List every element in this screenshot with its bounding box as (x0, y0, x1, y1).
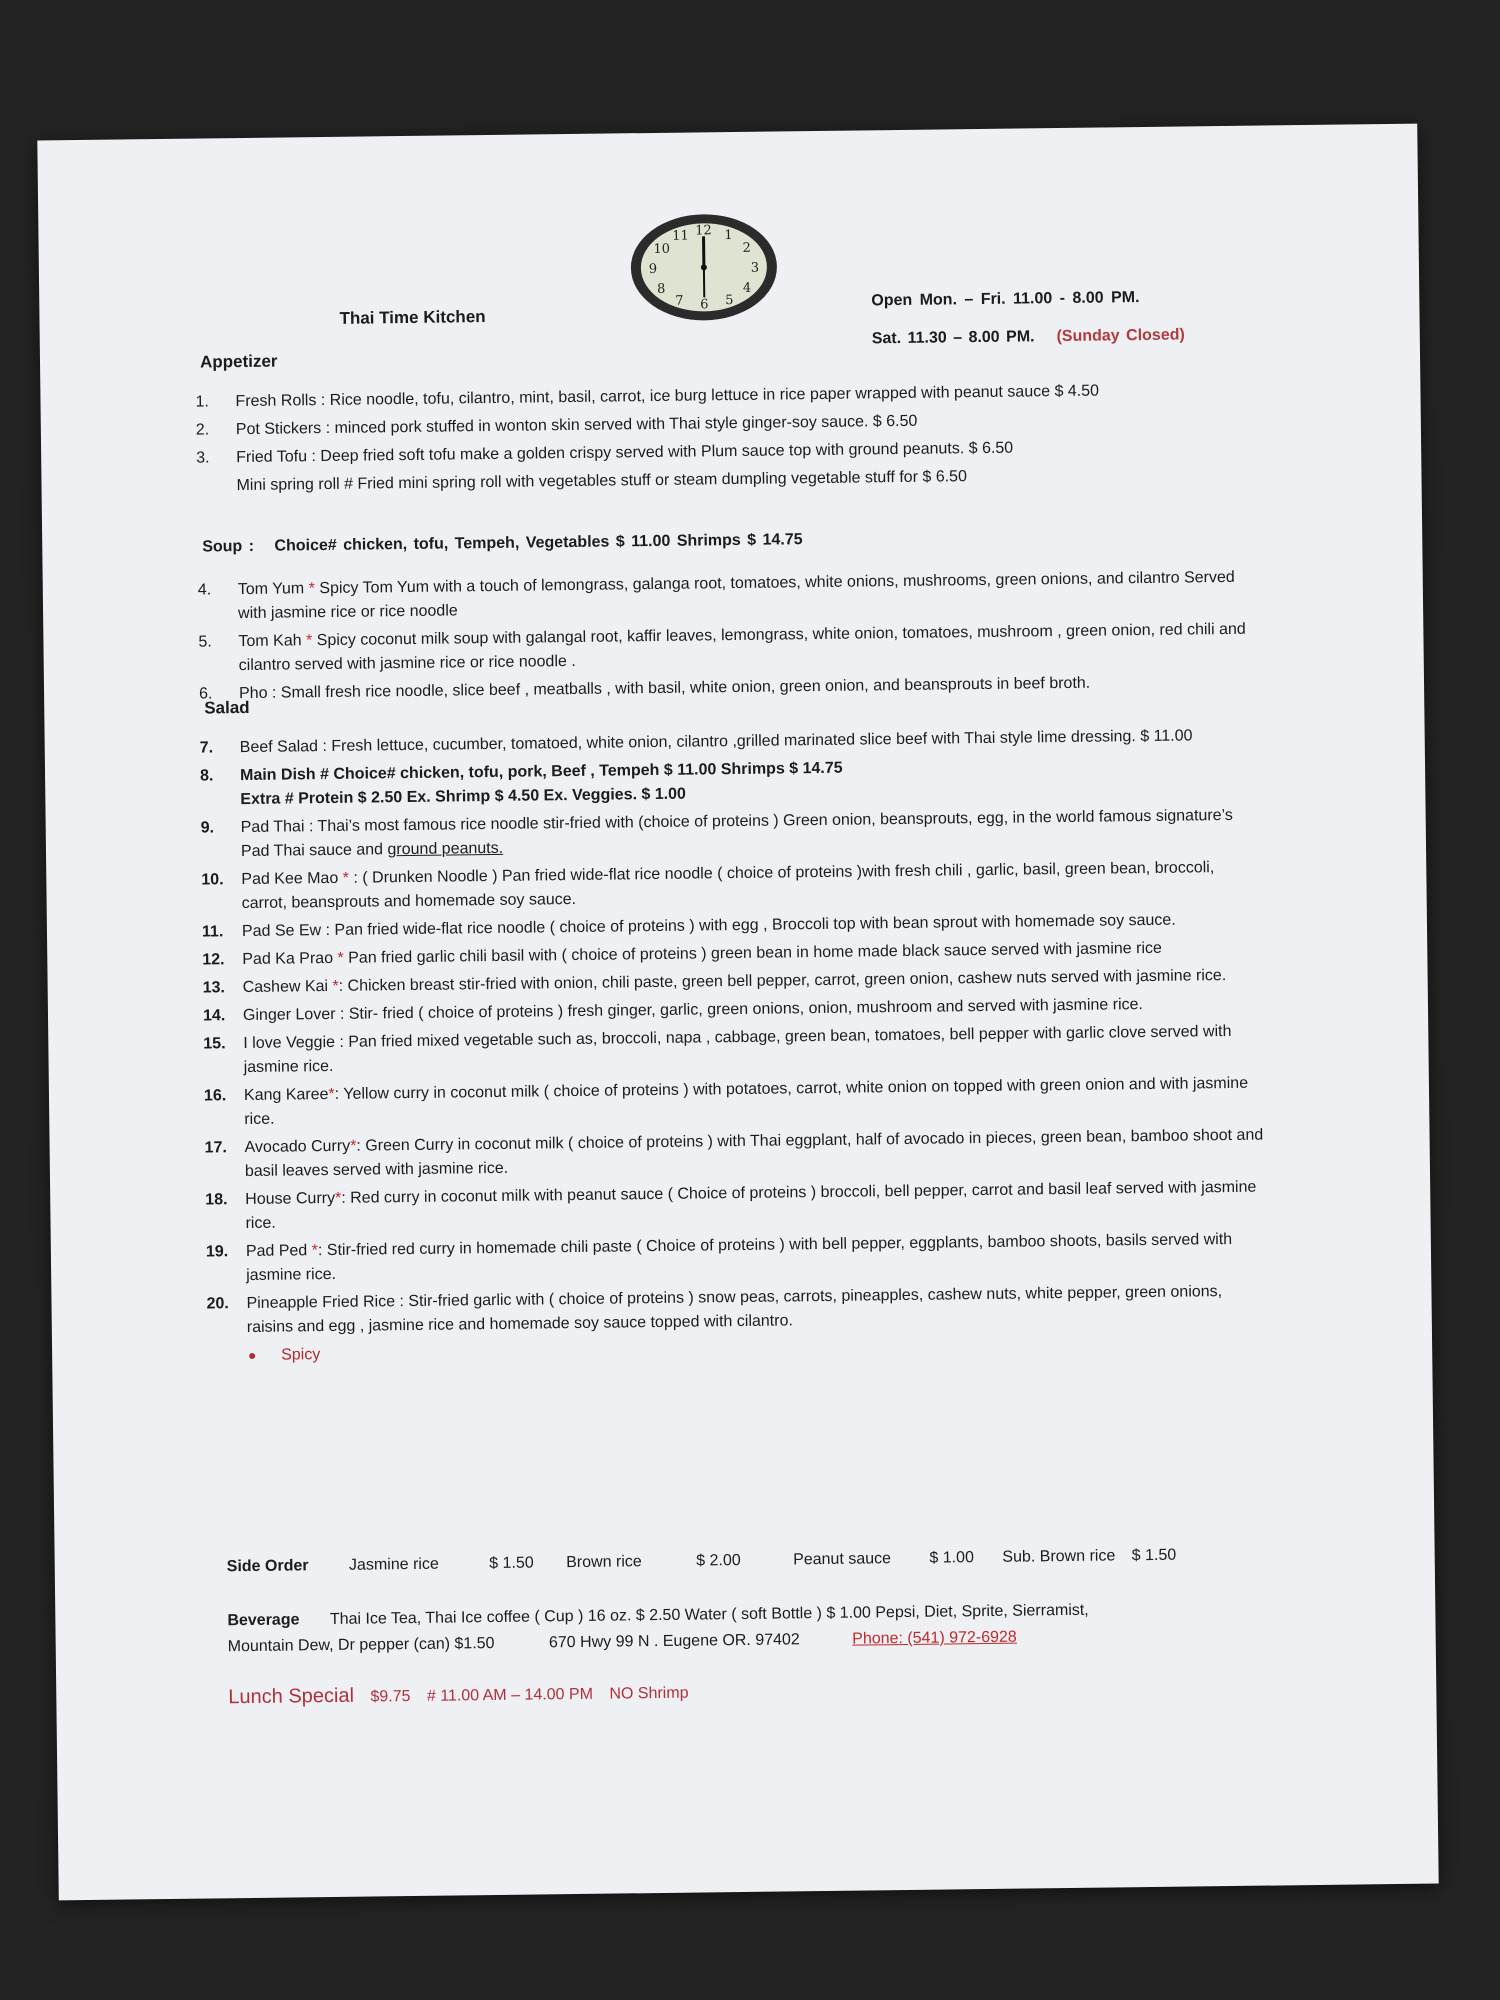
svg-text:9: 9 (648, 261, 658, 278)
appetizer-list (195, 378, 1256, 503)
spicy-star: * (305, 632, 313, 650)
clock-icon (628, 211, 779, 323)
item-number: 8. (199, 767, 214, 785)
list-item (206, 1228, 1267, 1289)
beverage-line-1: Thai Ice Tea, Thai Ice coffee ( Cup ) 16 oz. $ 2.50 Water ( soft Bottle ) $ 1.00 Pepsi, Diet, Sprite, Sierramist, (329, 1601, 1089, 1629)
item-text: Tom Kah * Spicy coconut milk soup with galangal root, kaffir leaves, lemongrass, white onion, tomatoes, mushroom , green onion, red chili and cilantro served with jasmine rice or rice noodle . (238, 620, 1246, 675)
side-order-row (227, 1545, 1307, 1576)
item-number: 20. (206, 1295, 229, 1313)
item-number: 4. (197, 581, 212, 599)
item-number: 7. (199, 739, 214, 757)
item-text: Avocado Curry*: Green Curry in coconut milk ( choice of proteins ) with Thai eggplant, half of avocado in pieces, green bean, bamboo shoot and basil leaves served with jasmine rice. (244, 1126, 1264, 1181)
svg-text:5: 5 (725, 293, 734, 309)
list-item (198, 618, 1259, 679)
item-number: 16. (203, 1087, 227, 1105)
item-number: 14. (202, 1007, 226, 1025)
item-text: House Curry*: Red curry in coconut milk with peanut sauce ( Choice of proteins ) broccoli, bell pepper, carrot and basil leaf served with jasmine rice. (245, 1178, 1257, 1233)
sunday-closed-note: (Sunday Closed) (1056, 326, 1185, 346)
item-number: 12. (202, 951, 225, 969)
lunch-special-heading: Lunch Special (228, 1684, 355, 1709)
list-item (200, 752, 1261, 813)
item-text: Kang Karee*: Yellow curry in coconut milk ( choice of proteins ) with potatoes, carrot, white onion on topped with green onion and with jasmine rice. (243, 1074, 1249, 1129)
item-number: 2. (195, 421, 210, 439)
side-price: $ 1.50 (489, 1554, 534, 1573)
item-text: Pad Ka Prao * Pan fried garlic chili basil with ( choice of proteins ) green bean in home made black sauce served with jasmine rice (242, 939, 1162, 969)
spicy-legend: Spicy (207, 1332, 1267, 1369)
beverage-heading: Beverage (227, 1611, 300, 1630)
spicy-star: * (308, 580, 315, 598)
lunch-special-row (228, 1681, 688, 1710)
item-text: Beef Salad : Fresh lettuce, cucumber, tomatoed, white onion, cilantro ,grilled marinated slice beef with Thai style lime dressing. $ 11.00 (239, 727, 1193, 757)
soup-choice: Choice# chicken, tofu, Tempeh, Vegetables $ 11.00 Shrimps $ 14.75 (274, 531, 803, 555)
saturday-hours (872, 326, 1185, 348)
mini-spring-roll-line: Mini spring roll # Fried mini spring roll with vegetables stuff or steam dumpling vegetable stuff for $ 6.50 (236, 468, 968, 495)
list-item (201, 804, 1262, 865)
lunch-note: NO Shrimp (609, 1684, 689, 1703)
item-number: 6. (198, 685, 213, 703)
svg-text:11: 11 (672, 228, 689, 244)
svg-text:12: 12 (695, 223, 712, 239)
main-list (200, 724, 1268, 1373)
item-number: 11. (201, 923, 224, 941)
item-text: Fresh Rolls : Rice noodle, tofu, cilantro, mint, basil, carrot, ice burg lettuce in rice paper wrapped with peanut sauce $ 4.50 (235, 382, 1100, 411)
svg-text:1: 1 (724, 228, 733, 244)
item-number: 1. (195, 393, 209, 411)
svg-text:10: 10 (653, 241, 671, 257)
main-dish-header: Main Dish # Choice# chicken, tofu, pork, Beef , Tempeh $ 11.00 Shrimps $ 14.75 Extra # Protein $ 2.50 Ex. Shrimp $ 4.50 Ex. Veggies. $ 1.00 (239, 759, 843, 809)
item-number: 17. (204, 1139, 227, 1157)
item-text: Pad Se Ew : Pan fried wide-flat rice noodle ( choice of proteins ) with egg , Broccoli top with bean sprout with homemade soy sauce. (241, 911, 1176, 941)
weekday-hours: Open Mon. – Fri. 11.00 - 8.00 PM. (871, 289, 1140, 310)
list-item (203, 1020, 1264, 1081)
lunch-price: $9.75 (370, 1688, 411, 1706)
address: 670 Hwy 99 N . Eugene OR. 97402 (548, 1631, 800, 1652)
item-number: 9. (200, 819, 215, 837)
side-item: Sub. Brown rice (1002, 1547, 1116, 1566)
item-text: Fried Tofu : Deep fried soft tofu make a golden crispy served with Plum sauce top with ground peanuts. $ 6.50 (236, 439, 1014, 467)
soup-list (198, 566, 1260, 711)
saturday-hours-text: Sat. 11.30 – 8.00 PM. (871, 328, 1035, 348)
item-number: 18. (205, 1191, 228, 1209)
item-text: Pineapple Fried Rice : Stir-fried garlic with ( choice of proteins ) snow peas, carrots, pineapples, cashew nuts, white pepper, green onions, raisins and egg , jasmine rice and homemade soy sauce topped with cilantro. (246, 1283, 1223, 1337)
item-number: 10. (201, 871, 224, 889)
phone-link[interactable]: Phone: (541) 972-6928 (852, 1628, 1017, 1648)
item-number: 13. (202, 979, 226, 997)
item-text: Pho : Small fresh rice noodle, slice beef , meatballs , with basil, white onion, green onion, and beansprouts in beef broth. (238, 674, 1091, 703)
list-item (198, 566, 1259, 627)
svg-text:3: 3 (750, 260, 760, 276)
beverage-block (227, 1595, 1308, 1660)
side-price: $ 1.50 (1131, 1546, 1177, 1565)
item-text: I love Veggie : Pan fried mixed vegetable such as, broccoli, napa , cabbage, green bean, tomatoes, bell pepper with garlic clove served with jasmine rice. (243, 1022, 1232, 1077)
side-item: Brown rice (566, 1553, 642, 1572)
side-price: $ 1.00 (929, 1549, 975, 1567)
list-item (201, 856, 1262, 917)
svg-text:2: 2 (742, 240, 751, 256)
list-item (205, 1176, 1266, 1237)
svg-text:6: 6 (700, 297, 709, 313)
item-text: Pad Kee Mao * : ( Drunken Noodle ) Pan fried wide-flat rice noodle ( choice of proteins )with fresh chili , garlic, basil, green bean, broccoli, carrot, beansprouts and homemade soy sauce. (241, 859, 1215, 913)
salad-heading: Salad (204, 697, 250, 718)
side-price: $ 2.00 (696, 1552, 741, 1570)
menu-paper (37, 124, 1438, 1901)
bullet-icon (249, 1353, 255, 1359)
item-text: Pad Ped *: Stir-fried red curry in homemade chili paste ( Choice of proteins ) with bell pepper, eggplants, bamboo shoots, basils served with jasmine rice. (245, 1230, 1233, 1285)
svg-text:7: 7 (675, 293, 684, 309)
item-text: Tom Yum * Spicy Tom Yum with a touch of lemongrass, galanga root, tomatoes, white onions, mushrooms, green onions, and cilantro Served with jasmine rice or rice noodle (237, 568, 1235, 623)
beverage-line-2: Mountain Dew, Dr pepper (can) $1.50 (227, 1635, 495, 1656)
list-item (204, 1072, 1265, 1133)
side-order-heading: Side Order (226, 1557, 309, 1576)
side-item: Jasmine rice (348, 1555, 439, 1574)
item-number: 19. (205, 1243, 229, 1261)
side-item: Peanut sauce (793, 1550, 892, 1569)
item-number: 15. (203, 1035, 226, 1053)
restaurant-name: Thai Time Kitchen (339, 307, 486, 328)
lunch-time: # 11.00 AM – 14.00 PM (426, 1685, 594, 1705)
svg-text:4: 4 (742, 280, 752, 296)
list-item (204, 1124, 1265, 1185)
item-number: 5. (198, 633, 212, 651)
soup-heading: Soup : (202, 537, 255, 556)
svg-text:8: 8 (656, 281, 666, 297)
list-item (206, 1280, 1267, 1341)
item-text: Pad Thai : Thai’s most famous rice noodle stir-fried with (choice of proteins ) Green onion, beansprouts, egg, in the world famous signature’s Pad Thai sauce and ground peanuts. (240, 806, 1233, 861)
soup-heading-row (202, 531, 803, 556)
item-text: Pot Stickers : minced pork stuffed in wonton skin served with Thai style ginger-soy sauce. $ 6.50 (235, 412, 918, 439)
item-number: 3. (196, 449, 210, 467)
appetizer-heading: Appetizer (199, 351, 278, 372)
item-text: Ginger Lover : Stir- fried ( choice of proteins ) fresh ginger, garlic, green onions, onion, mushroom and served with jasmine rice. (242, 996, 1144, 1025)
item-text: Cashew Kai *: Chicken breast stir-fried with onion, chili paste, green bell pepper, carrot, green onion, cashew nuts served with jasmine rice. (242, 967, 1227, 997)
